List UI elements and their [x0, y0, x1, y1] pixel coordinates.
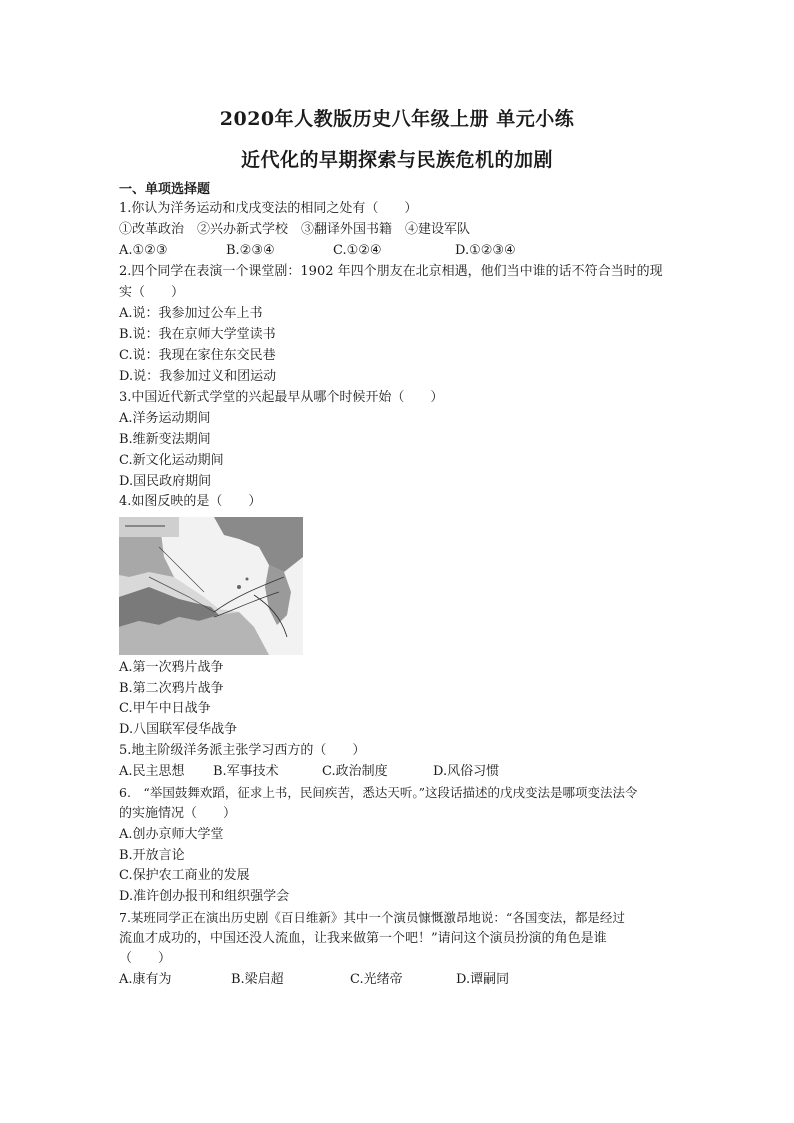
question-4-option-d: D.八国联军侵华战争 — [119, 722, 238, 737]
question-7-option-b: B.梁启超 — [231, 972, 284, 987]
question-6-option-b: B.开放言论 — [119, 848, 185, 863]
question-4-option-a: A.第一次鸦片战争 — [119, 660, 224, 675]
question-2-option-b: B.说：我在京师大学堂读书 — [119, 327, 276, 342]
question-2-stem-cont: 实（ ） — [119, 285, 185, 300]
question-3-option-b: B.维新变法期间 — [119, 432, 211, 447]
question-4-option-c: C.甲午中日战争 — [119, 701, 211, 716]
question-5-option-b: B.军事技术 — [213, 764, 279, 779]
document-subtitle: 近代化的早期探索与民族危机的加剧 — [240, 149, 553, 171]
question-5-stem: 5.地主阶级洋务派主张学习西方的（ ） — [119, 743, 366, 758]
question-5-option-a: A.民主思想 — [119, 764, 185, 779]
question-2-option-d: D.说：我参加过义和团运动 — [119, 369, 277, 384]
question-7-stem-bracket: （ ） — [119, 951, 172, 966]
document-title: 2020年人教版历史八年级上册 单元小练 — [219, 108, 575, 130]
question-7-option-d: D.谭嗣同 — [456, 972, 510, 987]
question-7-stem: 7.某班同学正在演出历史剧《百日维新》其中一个演员慷慨激昂地说：“各国变法，都是经过 — [119, 910, 625, 925]
question-3-option-d: D.国民政府期间 — [119, 474, 212, 489]
question-7-option-a: A.康有为 — [119, 972, 172, 987]
question-6-stem-cont: 的实施情况（ ） — [119, 806, 237, 821]
question-1-items: ①改革政治 ②兴办新式学校 ③翻译外国书籍 ④建设军队 — [119, 222, 471, 237]
question-6-option-a: A.创办京师大学堂 — [119, 827, 224, 842]
question-2-stem: 2.四个同学在表演一个课堂剧：1902 年四个朋友在北京相遇，他们当中谁的话不符合当时的现 — [119, 264, 663, 279]
question-1-option-a: A.①②③ — [119, 243, 168, 258]
historical-map-image — [119, 517, 303, 655]
question-1-option-b: B.②③④ — [226, 243, 275, 258]
question-7-stem-cont: 流血才成功的，中国还没人流血，让我来做第一个吧！”请问这个演员扮演的角色是谁 — [119, 931, 607, 946]
question-6-stem: 6. “举国鼓舞欢蹈，征求上书，民间疾苦，悉达天听。”这段话描述的戊戌变法是哪项变法法令 — [119, 785, 638, 800]
question-6-option-d: D.准许创办报刊和组织强学会 — [119, 889, 290, 904]
question-4-option-b: B.第二次鸦片战争 — [119, 681, 224, 696]
question-6-option-c: C.保护农工商业的发展 — [119, 868, 250, 883]
question-3-option-a: A.洋务运动期间 — [119, 411, 211, 426]
section-heading: 一、单项选择题 — [119, 182, 211, 197]
question-3-stem: 3.中国近代新式学堂的兴起最早从哪个时候开始（ ） — [119, 390, 444, 405]
question-1-stem: 1.你认为洋务运动和戊戌变法的相同之处有（ ） — [119, 201, 418, 216]
question-2-option-c: C.说：我现在家住东交民巷 — [119, 348, 276, 363]
question-1-option-d: D.①②③④ — [455, 243, 516, 258]
question-1-option-c: C.①②④ — [333, 243, 382, 258]
question-4-stem: 4.如图反映的是（ ） — [119, 494, 262, 509]
question-5-option-d: D.风俗习惯 — [433, 764, 500, 779]
question-7-option-c: C.光绪帝 — [350, 972, 403, 987]
question-2-option-a: A.说：我参加过公车上书 — [119, 306, 263, 321]
question-5-option-c: C.政治制度 — [322, 764, 388, 779]
question-3-option-c: C.新文化运动期间 — [119, 453, 224, 468]
